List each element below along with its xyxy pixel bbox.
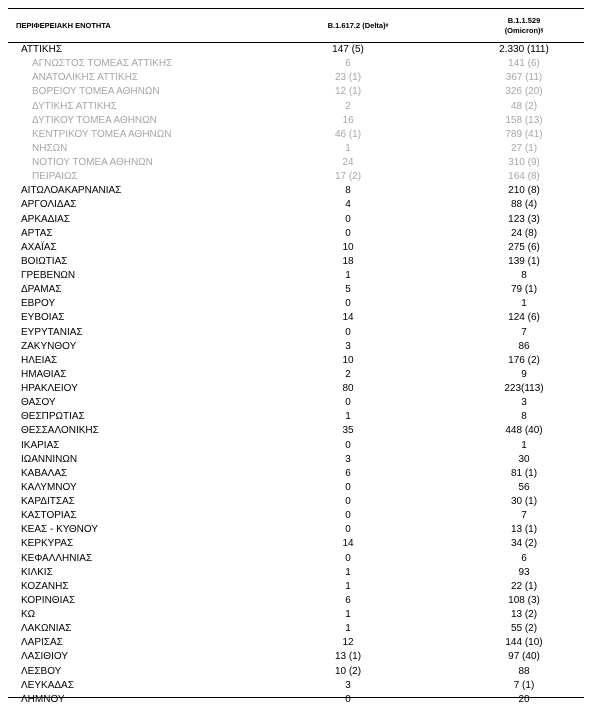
table-row — [8, 114, 584, 128]
omicron-count: 88 — [518, 665, 530, 677]
table-row — [8, 622, 584, 636]
table-row — [8, 354, 584, 368]
omicron-count: 3 — [521, 397, 527, 409]
variant-table — [8, 8, 584, 707]
region-name: ΚΕΝΤΡΙΚΟΥ ΤΟΜΕΑ ΑΘΗΝΩΝ — [32, 128, 172, 140]
delta-count: 1 — [345, 580, 351, 592]
delta-count: 0 — [345, 298, 351, 310]
table-row — [8, 311, 584, 325]
region-name: ΔΥΤΙΚΗΣ ΑΤΤΙΚΗΣ — [32, 100, 117, 112]
omicron-count: 8 — [521, 411, 527, 423]
delta-count: 4 — [345, 199, 351, 211]
delta-count: 0 — [345, 524, 351, 536]
omicron-count: 164 (8) — [508, 171, 540, 183]
omicron-count: 8 — [521, 270, 527, 281]
omicron-count: 13 (1) — [510, 524, 538, 536]
delta-count: 10 — [342, 354, 354, 366]
omicron-count: 13 (2) — [510, 609, 538, 620]
table-row — [8, 85, 584, 99]
table-row — [8, 283, 584, 297]
region-name: ΒΟΡΕΙΟΥ ΤΟΜΕΑ ΑΘΗΝΩΝ — [32, 86, 160, 98]
omicron-count: 158 (13) — [505, 114, 543, 126]
table-row — [8, 368, 584, 382]
table-row — [8, 481, 584, 495]
table-row — [8, 340, 584, 354]
omicron-count: 448 (40) — [505, 425, 543, 437]
table-row — [8, 128, 584, 142]
region-name: ΑΙΤΩΛΟΑΚΑΡΝΑΝΙΑΣ — [21, 185, 122, 197]
omicron-count: 86 — [518, 340, 530, 352]
delta-count: 6 — [345, 58, 351, 70]
delta-count: 0 — [345, 552, 351, 564]
delta-count: 0 — [345, 213, 351, 225]
omicron-count: 144 (10) — [505, 637, 543, 649]
header-omicron-sup: § — [540, 27, 544, 34]
region-name: ΝΟΤΙΟΥ ΤΟΜΕΑ ΑΘΗΝΩΝ — [32, 157, 153, 168]
region-name: ΑΧΑΪΑΣ — [21, 241, 57, 253]
delta-count: 24 — [342, 157, 354, 168]
delta-count: 0 — [345, 510, 351, 522]
table-row — [8, 693, 584, 707]
omicron-count: 141 (6) — [508, 58, 540, 70]
region-name: ΔΡΑΜΑΣ — [21, 284, 62, 296]
region-name: ΘΕΣΣΑΛΟΝΙΚΗΣ — [21, 425, 99, 437]
region-name: ΛΑΡΙΣΑΣ — [21, 637, 63, 649]
omicron-count: 210 (8) — [508, 185, 540, 197]
region-name: ΚΙΛΚΙΣ — [21, 566, 53, 578]
table-row — [8, 297, 584, 311]
region-name: ΗΜΑΘΙΑΣ — [21, 368, 67, 380]
omicron-count: 176 (2) — [508, 354, 540, 366]
table-row — [8, 241, 584, 255]
region-name: ΚΕΡΚΥΡΑΣ — [21, 538, 74, 550]
delta-count: 16 — [342, 114, 354, 126]
table-row — [8, 410, 584, 424]
region-name: ΛΗΜΝΟΥ — [21, 693, 65, 705]
region-name: ΑΤΤΙΚΗΣ — [21, 44, 62, 55]
omicron-count: 30 — [518, 453, 530, 465]
region-name: ΚΕΑΣ - ΚΥΘΝΟΥ — [21, 524, 98, 536]
region-name: ΘΕΣΠΡΩΤΙΑΣ — [21, 411, 85, 423]
region-name: ΚΟΡΙΝΘΙΑΣ — [21, 594, 76, 606]
region-name: ΑΡΚΑΔΙΑΣ — [21, 213, 70, 225]
region-name: ΚΑΣΤΟΡΙΑΣ — [21, 510, 77, 522]
omicron-count: 123 (3) — [508, 213, 540, 225]
header-delta-text — [328, 21, 389, 31]
region-name: ΑΡΓΟΛΙΔΑΣ — [21, 199, 77, 211]
table-row — [8, 227, 584, 241]
delta-count: 14 — [342, 538, 354, 550]
region-name: ΑΓΝΩΣΤΟΣ ΤΟΜΕΑΣ ΑΤΤΙΚΗΣ — [32, 58, 173, 70]
omicron-count: 223(113) — [504, 383, 544, 394]
delta-count: 5 — [345, 284, 351, 296]
delta-count: 80 — [342, 383, 354, 394]
table-row — [8, 213, 584, 227]
delta-count: 14 — [342, 312, 354, 324]
table-row — [8, 636, 584, 650]
region-name: ΗΡΑΚΛΕΙΟΥ — [21, 383, 78, 394]
delta-count: 12 (1) — [334, 86, 362, 98]
omicron-count: 30 (1) — [510, 496, 538, 507]
header-omicron-line2: (Omicron) — [504, 25, 541, 35]
omicron-count: 48 (2) — [510, 100, 538, 112]
omicron-count: 1 — [521, 439, 527, 451]
table-row — [8, 396, 584, 410]
omicron-count: 97 (40) — [508, 651, 540, 663]
table-row — [8, 170, 584, 184]
table-row — [8, 255, 584, 269]
omicron-count: 124 (6) — [508, 312, 540, 324]
table-header — [8, 8, 584, 43]
delta-count: 0 — [345, 693, 351, 705]
omicron-count: 20 — [518, 693, 530, 705]
omicron-count: 7 — [521, 326, 527, 338]
delta-count: 35 — [342, 425, 354, 437]
table-row — [8, 198, 584, 212]
delta-count: 3 — [345, 679, 351, 691]
region-name: ΛΕΥΚΑΔΑΣ — [21, 679, 74, 691]
delta-count: 13 (1) — [334, 651, 362, 663]
omicron-count: 310 (9) — [508, 157, 540, 168]
table-row — [8, 608, 584, 622]
table-row — [8, 424, 584, 438]
delta-count: 3 — [345, 340, 351, 352]
delta-count: 0 — [345, 439, 351, 451]
delta-count: 12 — [342, 637, 354, 649]
delta-count: 0 — [345, 326, 351, 338]
region-name: ΛΑΣΙΘΙΟΥ — [21, 651, 68, 663]
delta-count: 0 — [345, 496, 351, 507]
delta-count: 10 (2) — [334, 665, 362, 677]
omicron-count: 6 — [521, 552, 527, 564]
region-name: ΕΥΒΟΙΑΣ — [21, 312, 65, 324]
region-name: ΗΛΕΙΑΣ — [21, 354, 58, 366]
table-row — [8, 495, 584, 509]
table-row — [8, 43, 584, 57]
omicron-count: 88 (4) — [510, 199, 538, 211]
table-row — [8, 439, 584, 453]
delta-count: 3 — [345, 453, 351, 465]
header-region — [16, 9, 216, 42]
header-omicron-line2-wrap — [505, 26, 544, 36]
delta-count: 147 (5) — [332, 44, 364, 55]
table-row — [8, 679, 584, 693]
region-name: ΕΒΡΟΥ — [21, 298, 56, 310]
table-row — [8, 509, 584, 523]
table-row — [8, 156, 584, 170]
omicron-count: 27 (1) — [510, 142, 538, 154]
delta-count: 10 — [342, 241, 354, 253]
omicron-count: 24 (8) — [510, 227, 538, 239]
omicron-count: 56 — [518, 481, 530, 493]
delta-count: 1 — [345, 566, 351, 578]
table-bottom-rule — [8, 697, 584, 698]
region-name: ΑΝΑΤΟΛΙΚΗΣ ΑΤΤΙΚΗΣ — [32, 72, 139, 84]
omicron-count: 789 (41) — [505, 128, 543, 140]
delta-count: 23 (1) — [334, 72, 362, 84]
omicron-count: 2.330 (111) — [499, 44, 549, 55]
region-name: ΚΑΡΔΙΤΣΑΣ — [21, 496, 75, 507]
omicron-count: 326 (20) — [505, 86, 543, 98]
table-row — [8, 71, 584, 85]
omicron-count: 108 (3) — [508, 594, 540, 606]
delta-count: 1 — [345, 142, 351, 154]
delta-count: 0 — [345, 397, 351, 409]
table-row — [8, 580, 584, 594]
table-row — [8, 467, 584, 481]
header-delta-label: B.1.617.2 (Delta) — [327, 20, 386, 30]
region-name: ΘΑΣΟΥ — [21, 397, 56, 409]
region-name: ΛΑΚΩΝΙΑΣ — [21, 623, 72, 635]
delta-count: 8 — [345, 185, 351, 197]
omicron-count: 9 — [521, 368, 527, 380]
delta-count: 0 — [345, 227, 351, 239]
region-name: ΑΡΤΑΣ — [21, 227, 53, 239]
table-row — [8, 453, 584, 467]
region-name: ΝΗΣΩΝ — [32, 142, 68, 154]
delta-count: 2 — [345, 368, 351, 380]
region-name: ΔΥΤΙΚΟΥ ΤΟΜΕΑ ΑΘΗΝΩΝ — [32, 114, 157, 126]
delta-count: 1 — [345, 411, 351, 423]
region-name: ΒΟΙΩΤΙΑΣ — [21, 255, 68, 267]
region-name: ΚΑΛΥΜΝΟΥ — [21, 481, 77, 493]
region-name: ΚΟΖΑΝΗΣ — [21, 580, 69, 592]
table-row — [8, 184, 584, 198]
table-row — [8, 665, 584, 679]
delta-count: 1 — [345, 270, 351, 281]
table-row — [8, 594, 584, 608]
table-row — [8, 523, 584, 537]
omicron-count: 55 (2) — [510, 623, 538, 635]
table-row — [8, 552, 584, 566]
region-name: ΚΕΦΑΛΛΗΝΙΑΣ — [21, 552, 93, 564]
header-region-label: ΠΕΡΙΦΕΡΕΙΑΚΗ ΕΝΟΤΗΤΑ — [16, 20, 111, 30]
region-name: ΓΡΕΒΕΝΩΝ — [21, 270, 76, 281]
omicron-count: 34 (2) — [510, 538, 538, 550]
delta-count: 18 — [342, 255, 354, 267]
region-name: ΚΑΒΑΛΑΣ — [21, 467, 68, 479]
omicron-count: 139 (1) — [508, 255, 540, 267]
delta-count: 17 (2) — [334, 171, 362, 183]
table-row — [8, 566, 584, 580]
table-row — [8, 57, 584, 71]
omicron-count: 367 (11) — [505, 72, 543, 84]
delta-count: 1 — [345, 609, 351, 620]
region-name: ΛΕΣΒΟΥ — [21, 665, 62, 677]
omicron-count: 22 (1) — [510, 580, 538, 592]
delta-count: 6 — [345, 594, 351, 606]
table-row — [8, 650, 584, 664]
omicron-count: 1 — [521, 298, 527, 310]
delta-count: 46 (1) — [334, 128, 362, 140]
table-row — [8, 100, 584, 114]
header-omicron — [474, 9, 574, 42]
omicron-count: 81 (1) — [510, 467, 538, 479]
region-name: ΙΩΑΝΝΙΝΩΝ — [21, 453, 78, 465]
header-delta — [283, 9, 433, 42]
delta-count: 6 — [345, 467, 351, 479]
omicron-count: 7 — [521, 510, 527, 522]
omicron-count: 7 (1) — [513, 679, 535, 691]
table-body — [8, 43, 584, 707]
table-row — [8, 537, 584, 551]
table-row — [8, 142, 584, 156]
delta-count: 2 — [345, 100, 351, 112]
header-delta-sup: # — [385, 22, 389, 29]
omicron-count: 79 (1) — [510, 284, 538, 296]
delta-count: 1 — [345, 623, 351, 635]
region-name: ΚΩ — [21, 609, 36, 620]
omicron-count: 275 (6) — [508, 241, 540, 253]
header-omicron-line1: B.1.1.529 — [507, 15, 541, 25]
table-row — [8, 326, 584, 340]
region-name: ΙΚΑΡΙΑΣ — [21, 439, 60, 451]
omicron-count: 93 — [518, 566, 530, 578]
region-name: ΖΑΚΥΝΘΟΥ — [21, 340, 77, 352]
table-row — [8, 382, 584, 396]
region-name: ΕΥΡΥΤΑΝΙΑΣ — [21, 326, 83, 338]
table-row — [8, 269, 584, 283]
delta-count: 0 — [345, 481, 351, 493]
region-name: ΠΕΙΡΑΙΩΣ — [32, 171, 78, 183]
